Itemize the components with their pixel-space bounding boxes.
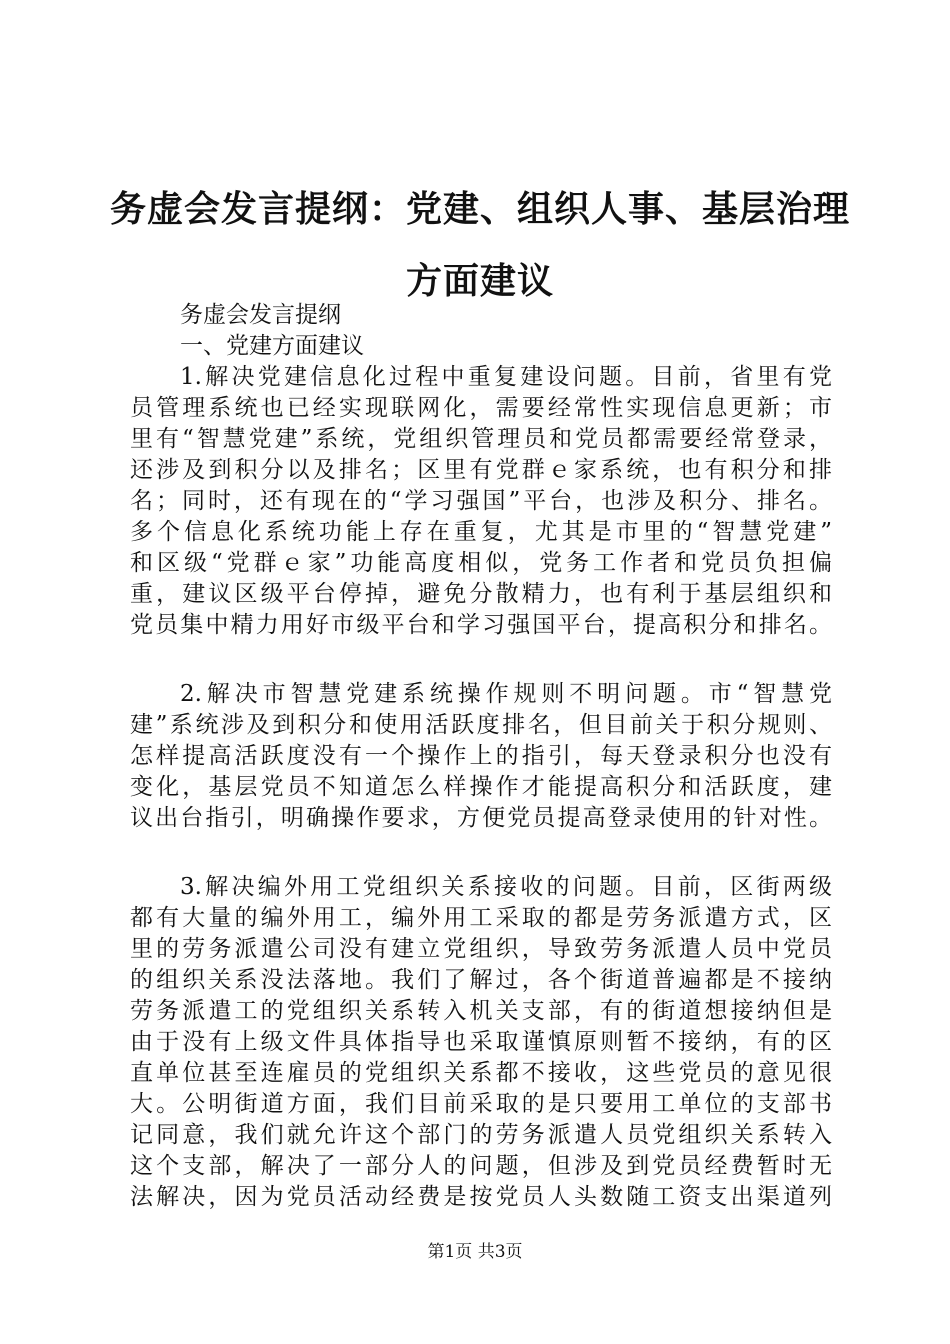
paragraph-line: 多个信息化系统功能上存在重复，尤其是市里的“智慧党建” (130, 519, 832, 545)
paragraph-spacer (130, 641, 832, 679)
paragraph-line: 劳务派遣工的党组织关系转入机关支部，有的街道想接纳但是 (130, 998, 832, 1024)
paragraph-line: 里的劳务派遣公司没有建立党组织，导致劳务派遣人员中党员 (130, 936, 832, 962)
paragraph-line: 还涉及到积分以及排名；区里有党群ｅ家系统，也有积分和排 (130, 457, 832, 483)
paragraph-line: 记同意，我们就允许这个部门的劳务派遣人员党组织关系转入 (130, 1122, 832, 1148)
paragraph-line: 由于没有上级文件具体指导也采取谨慎原则暂不接纳，有的区 (130, 1029, 832, 1055)
paragraph-line: 员管理系统也已经实现联网化，需要经常性实现信息更新；市 (130, 395, 832, 421)
paragraph-line: 变化，基层党员不知道怎么样操作才能提高积分和活跃度，建 (130, 774, 832, 800)
paragraph-line: 名；同时，还有现在的“学习强国”平台，也涉及积分、排名。 (130, 488, 832, 514)
paragraph-line: 1.解决党建信息化过程中重复建设问题。目前，省里有党 (180, 364, 832, 390)
paragraph-line: 和区级“党群ｅ家”功能高度相似，党务工作者和党员负担偏 (130, 550, 832, 576)
title-line-1: 务虚会发言提纲：党建、组织人事、基层治理 (109, 189, 850, 230)
paragraph-line: 法解决，因为党员活动经费是按党员人头数随工资支出渠道列 (130, 1184, 832, 1210)
paragraph-3 (130, 872, 832, 1213)
paragraph-spacer (130, 834, 832, 872)
paragraph-line: 直单位甚至连雇员的党组织关系都不接收，这些党员的意见很 (130, 1060, 832, 1086)
paragraph-2 (130, 679, 832, 834)
paragraph-line: 里有“智慧党建”系统，党组织管理员和党员都需要经常登录， (130, 426, 832, 452)
paragraph-line: 怎样提高活跃度没有一个操作上的指引，每天登录积分也没有 (130, 743, 832, 769)
paragraph-line: 议出台指引，明确操作要求，方便党员提高登录使用的针对性。 (130, 805, 832, 831)
paragraph-1 (130, 362, 832, 641)
page-number-footer: 第1页 共3页 (427, 1242, 523, 1262)
paragraph-line: 的组织关系没法落地。我们了解过，各个街道普遍都是不接纳 (130, 967, 832, 993)
document-title (100, 174, 860, 318)
section-heading: 务虚会发言提纲 (180, 302, 341, 328)
paragraph-line: 都有大量的编外用工，编外用工采取的都是劳务派遣方式，区 (130, 905, 832, 931)
paragraph-line: 3.解决编外用工党组织关系接收的问题。目前，区街两级 (180, 874, 832, 900)
subsection-heading: 一、党建方面建议 (180, 333, 364, 359)
paragraph-line: 这个支部，解决了一部分人的问题，但涉及到党员经费暂时无 (130, 1153, 832, 1179)
paragraph-line: 2.解决市智慧党建系统操作规则不明问题。市“智慧党 (180, 681, 832, 707)
paragraph-line: 重，建议区级平台停掉，避免分散精力，也有利于基层组织和 (130, 581, 832, 607)
paragraph-line: 党员集中精力用好市级平台和学习强国平台，提高积分和排名。 (130, 612, 832, 638)
paragraph-line: 建”系统涉及到积分和使用活跃度排名，但目前关于积分规则、 (130, 712, 832, 738)
title-line-2: 方面建议 (405, 261, 554, 302)
document-body (130, 300, 832, 1213)
paragraph-line: 大。公明街道方面，我们目前采取的是只要用工单位的支部书 (130, 1091, 832, 1117)
